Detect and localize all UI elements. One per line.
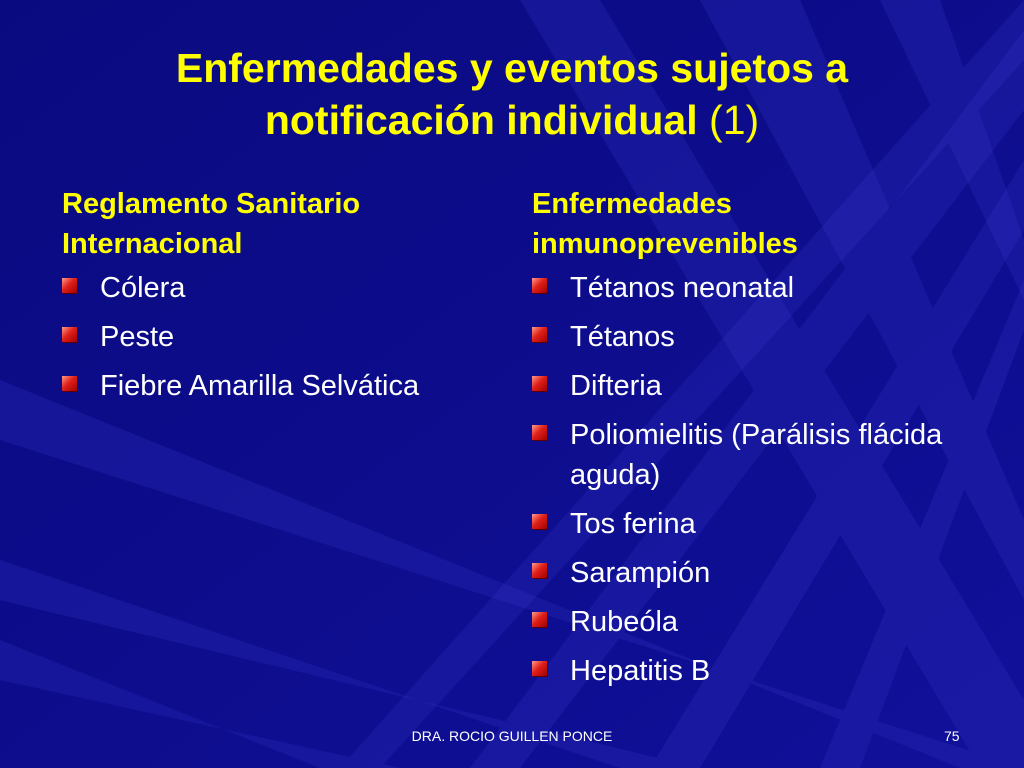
- red-square-bullet-icon: [62, 278, 77, 293]
- left-list: [60, 268, 500, 406]
- red-square-bullet-icon: [532, 425, 547, 440]
- list-item: [530, 415, 970, 495]
- right-column-heading: Enfermedades inmunoprevenibles: [532, 188, 798, 260]
- list-item-text: Hepatitis B: [570, 655, 711, 687]
- page-number: 75: [944, 728, 960, 744]
- red-square-bullet-icon: [62, 327, 77, 342]
- list-item: [530, 317, 970, 357]
- list-item-text: Tétanos neonatal: [570, 272, 795, 304]
- red-square-bullet-icon: [532, 661, 547, 676]
- list-item-text: Tétanos: [570, 321, 675, 353]
- red-square-bullet-icon: [532, 278, 547, 293]
- red-square-bullet-icon: [532, 376, 547, 391]
- list-item: [60, 366, 500, 406]
- left-column: [60, 184, 500, 415]
- red-square-bullet-icon: [532, 563, 547, 578]
- list-item: [60, 317, 500, 357]
- slide-footer: DRA. ROCIO GUILLEN PONCE: [411, 728, 613, 744]
- list-item-text: Fiebre Amarilla Selvática: [100, 370, 420, 402]
- list-item: [530, 504, 970, 544]
- list-item: [530, 602, 970, 642]
- title-main: Enfermedades y eventos sujetos a notificación individual: [175, 45, 849, 143]
- list-item: [530, 553, 970, 593]
- title-suffix: (1): [709, 97, 760, 143]
- red-square-bullet-icon: [62, 376, 77, 391]
- list-item-text: Poliomielitis (Parálisis flácida aguda): [570, 419, 943, 491]
- list-item: [530, 366, 970, 406]
- red-square-bullet-icon: [532, 327, 547, 342]
- red-square-bullet-icon: [532, 612, 547, 627]
- right-column: [530, 184, 970, 700]
- list-item-text: Peste: [100, 321, 175, 353]
- right-list: [530, 268, 970, 691]
- left-column-heading: Reglamento Sanitario Internacional: [62, 188, 361, 260]
- list-item-text: Tos ferina: [570, 508, 696, 540]
- list-item-text: Rubeóla: [570, 606, 679, 638]
- list-item: [60, 268, 500, 308]
- list-item-text: Cólera: [100, 272, 186, 304]
- list-item-text: Sarampión: [570, 557, 711, 589]
- list-item-text: Difteria: [570, 370, 662, 402]
- red-square-bullet-icon: [532, 514, 547, 529]
- list-item: [530, 651, 970, 691]
- list-item: [530, 268, 970, 308]
- slide-title: [60, 42, 964, 146]
